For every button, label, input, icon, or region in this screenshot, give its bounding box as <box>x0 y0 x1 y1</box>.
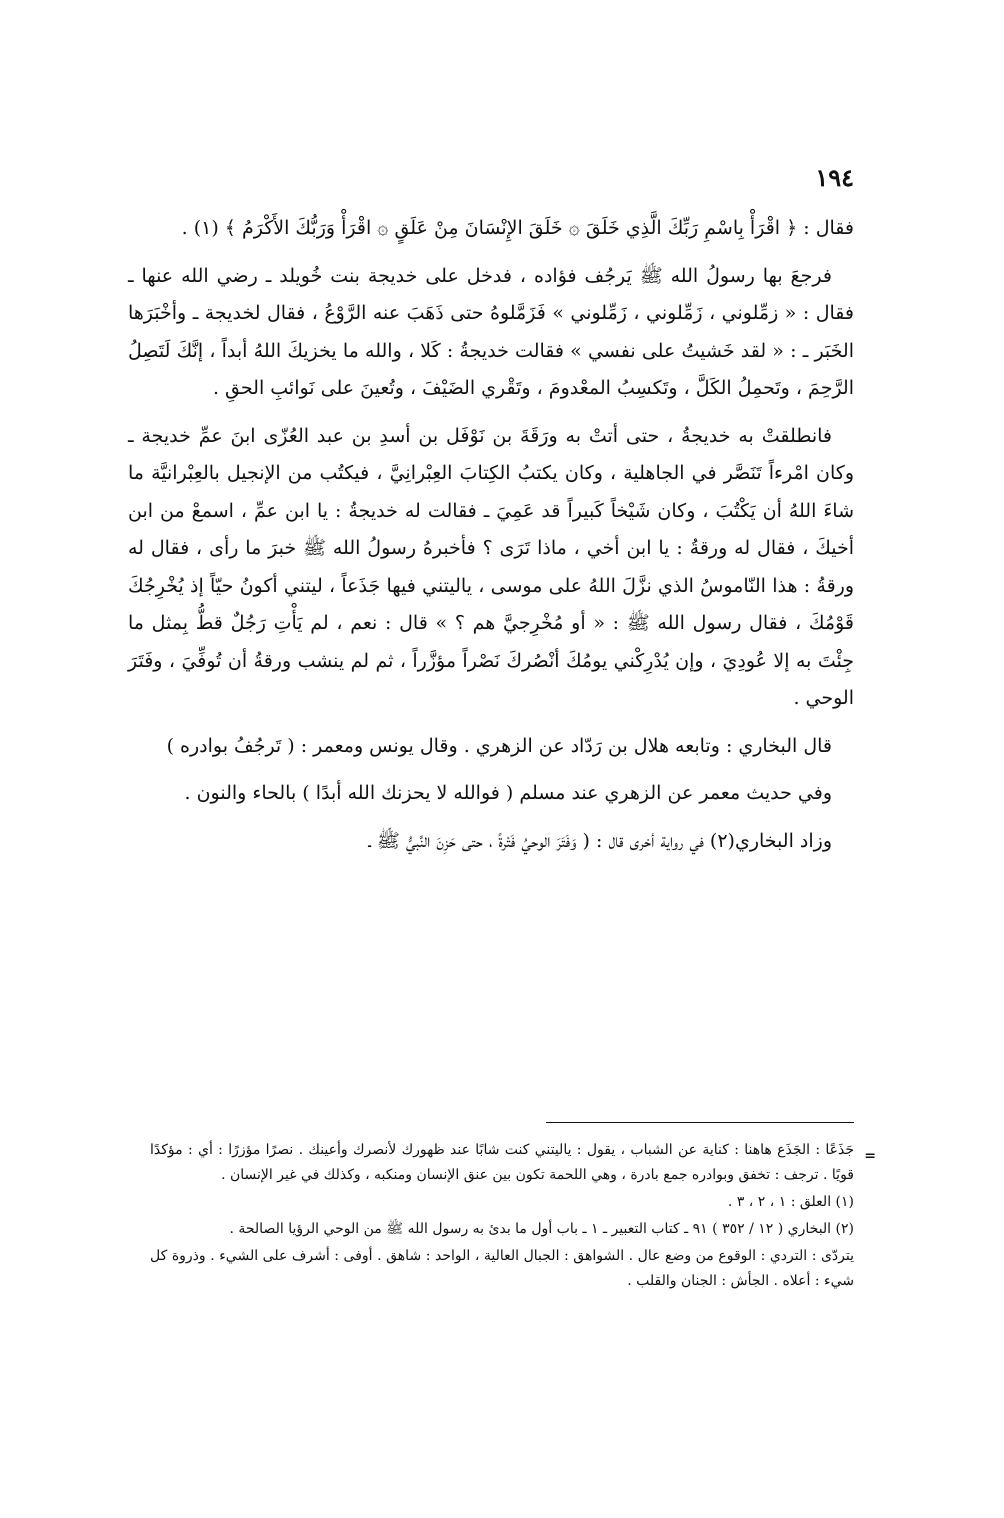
paragraph-bukhari-addition: وزاد البخاري(٢) في رواية أخرى قال : ( وَفَتَرَ الوحيُ فَتْرةً ، حتى حَزِنَ النَّبيُّ ﷺ ـ <box>368 829 832 852</box>
paragraph-waraqa: فانطلقتْ به خديجةُ ، حتى أتتْ به ورَقَةَ بن نَوْفَل بن أسدِ بن عبد العُزّى ابنَ عمِّ خديجة ـ وكان امْرءاً تَنَصَّر في الجاهلية ، وكان يكتبُ الكِتابَ العِبْرانِيَّ ، فيكتُب من الإنجيل بالعِبْرانيَّة ما شاءَ اللهُ أن يَكْتُبَ ، وكان شَيْخاً كَبيراً قد عَمِيَ ـ فقالت له خديجةُ : يا ابن عمِّ ، اسمعْ من ابن أخيكَ ، فقال له ورقةُ : يا ابن أخي ، ماذا تَرَى ؟ فأخبرهُ رسولُ الله ﷺ خبرَ ما رأى ، فقال له ورقةُ : هذا النّاموسُ الذي نزَّلَ اللهُ على موسى ، ياليتني فيها جَذَعاً ، ليتني أكونُ حيّاً إذ يُخْرِجُكَ قَوْمُكَ ، فقال رسول الله ﷺ : « أو مُخْرِجيَّ هم ؟ » قال : نعم ، لم يَأْتِ رَجُلٌ قطُّ بِمثل ما جِئْتَ به إلا عُودِيَ ، وإن يُدْرِكْني يومُكَ أنْصُركَ نَصْراً مؤزَّراً ، ثم لم ينشب ورقةُ أن تُوفِّيَ ، وفَتَرَ الوحي . <box>128 424 854 709</box>
footnote-continued <box>150 1138 876 1188</box>
continuation-mark: = <box>864 1148 876 1164</box>
page-number: ١٩٤ <box>815 163 854 192</box>
footnote-2: (٢) البخاري ( ١٢ / ٣٥٢ ) ٩١ ـ كتاب التعبير ـ ١ ـ باب أول ما بدئ به رسول الله ﷺ من الوحي الرؤيا الصالحة . <box>229 1221 854 1237</box>
footnotes <box>150 1138 876 1296</box>
footnote-glossary: يتردّى : التردي : الوقوع من وضع عال . الشواهق : الجبال العالية ، الواحد : شاهق . أوفى : أشرف على الشيء . وذروة كل شيء : أعلاه . الجأش : الجنان والقلب . <box>150 1248 854 1289</box>
paragraph-bukhari-note: قال البخاري : وتابعه هلال بن رَدّاد عن الزهري . وقال يونس ومعمر : ( تَرجُفُ بوادره ) <box>166 734 832 757</box>
main-text <box>128 210 854 870</box>
footnote-divider <box>546 1122 854 1123</box>
paragraph-return-to-khadija: فرجعَ بها رسولُ الله ﷺ يَرجُف فؤاده ، فدخل على خديجة بنت خُويلد ـ رضي الله عنها ـ فقال : « زمِّلوني ، زَمِّلوني ، زَمِّلوني » فَزَمَّلوهُ حتى ذَهَبَ عنه الرَّوْعُ ، فقال لخديجة ـ وأخْبَرَها الخَبَر ـ : « لقد خَشيتُ على نفسي » فقالت خديجةُ : كَلا ، والله ما يخزيكَ اللهُ أبداً ، إنَّكَ لَتَصِلُ الرَّحِمَ ، وتَحمِلُ الكَلَّ ، وتَكسِبُ المعْدومَ ، وتَقْري الضَيْفَ ، وتُعينَ على نَوائبِ الحقِ . <box>128 264 854 399</box>
footnote-continued-text: جَذَعًا : الجَذَع هاهنا : كناية عن الشباب ، يقول : ياليتني كنت شابًا عند ظهورك لأنصرك وأعينك . نصرًا مؤزرًا : أي : مؤكدًا قويًا . ترجف : تخفق وبوادره جمع بادرة ، وهي اللحمة تكون بين عنق الإنسان ومنكبه ، وكذلك في غير الإنسان . <box>150 1142 854 1183</box>
paragraph-muslim-note: وفي حديث معمر عن الزهري عند مسلم ( فوالله لا يحزنك الله أبدًا ) بالحاء والنون . <box>184 782 832 804</box>
footnote-1: (١) العلق : ١ ، ٢ ، ٣ . <box>727 1194 854 1210</box>
paragraph-quran-verse: فقال : ﴿ اقْرَأْ بِاسْمِ رَبِّكَ الَّذِي خَلَقَ ۞ خَلَقَ الإِنْسَانَ مِنْ عَلَقٍ ۞ اقْرَأْ وَرَبُّكَ الأَكْرَمُ ﴾ (١) . <box>181 217 854 239</box>
